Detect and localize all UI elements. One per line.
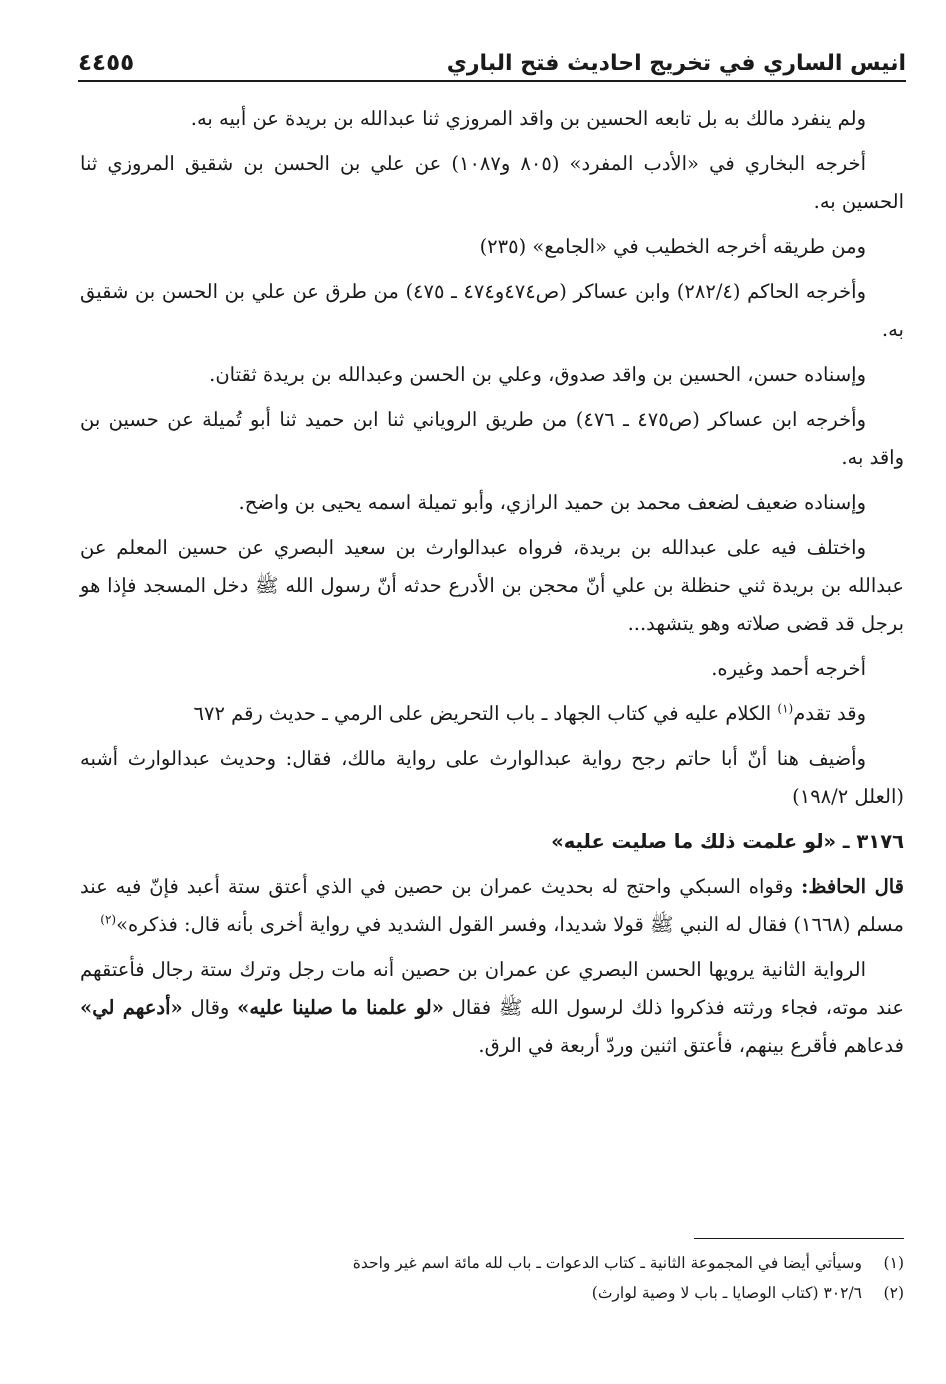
paragraph: أخرجه البخاري في «الأدب المفرد» (٨٠٥ و١٠٨٧) عن علي بن الحسن بن شقيق المروزي ثنا الحسين به. [80, 152, 904, 213]
paragraph [80, 695, 904, 733]
paragraph-text: وقال [182, 996, 238, 1019]
paragraph: وإسناده حسن، الحسين بن واقد صدوق، وعلي بن الحسن وعبدالله بن بريدة ثقتان. [209, 363, 866, 386]
paragraph: أخرجه أحمد وغيره. [711, 657, 866, 680]
footnote-divider [694, 1238, 904, 1239]
footnote-text: ٣٠٢/٦ (كتاب الوصايا ـ باب لا وصية لوارث) [591, 1284, 862, 1302]
page-header [78, 36, 906, 82]
paragraph: واختلف فيه على عبدالله بن بريدة، فرواه عبدالوارث بن سعيد البصري عن حسين المعلم عن عبدالله بن بريدة ثني حنظلة بن علي أنّ محجن بن الأدرع حدثه أنّ رسول الله ﷺ دخل المسجد فإذا هو برجل قد قضى صلاته وهو يتشهد... [80, 536, 904, 635]
footnotes [80, 1248, 904, 1308]
paragraph: ولم ينفرد مالك به بل تابعه الحسين بن واقد المروزي ثنا عبدالله بن بريدة عن أبيه به. [190, 107, 866, 130]
footnote-item [80, 1278, 904, 1308]
paragraph: وإسناده ضعيف لضعف محمد بن حميد الرازي، وأبو تميلة اسمه يحيى بن واضح. [238, 491, 866, 514]
paragraph [80, 951, 904, 1065]
paragraph-text: وقد تقدم [793, 702, 866, 725]
page-number: ٤٤٥٥ [78, 50, 135, 76]
paragraph-text: فدعاهم فأقرع بينهم، فأعتق اثنين وردّ أربعة في الرق. [478, 1034, 904, 1057]
running-title: انيس الساري في تخريج احاديث فتح الباري [446, 51, 906, 76]
hafiz-label: قال الحافظ: [801, 875, 905, 898]
footnote-ref[interactable]: (١) [777, 701, 794, 716]
paragraph [80, 868, 904, 944]
paragraph-text: الرواية الثانية يرويها الحسن البصري عن عمران بن حصين أنه مات رجل وترك ستة رجال فأعتقهم عند موته، فجاء ورثته فذكروا ذلك لرسول الله ﷺ فقال [80, 958, 905, 1019]
paragraph-text: وقواه السبكي واحتج له بحديث عمران بن حصين في الذي أعتق ستة أعبد فإنّ فيه عند مسلم (١٦٦٨) فقال له النبي ﷺ قولا شديدا، وفسر القول الشديد في رواية أخرى بأنه قال: فذكره» [80, 875, 904, 936]
footnote-number: (١) [883, 1254, 904, 1272]
footnote-item [80, 1248, 904, 1278]
paragraph: ومن طريقه أخرجه الخطيب في «الجامع» (٢٣٥) [479, 235, 866, 258]
footnote-ref[interactable]: (٢) [100, 912, 117, 927]
paragraph: وأخرجه ابن عساكر (ص٤٧٥ ـ ٤٧٦) من طريق الروياني ثنا ابن حميد ثنا أبو تُميلة عن حسين بن واقد به. [80, 408, 904, 469]
paragraph: وأخرجه الحاكم (٢٨٢/٤) وابن عساكر (ص٤٧٤و٤٧٤ ـ ٤٧٥) من طرق عن علي بن الحسن بن شقيق به. [80, 280, 904, 341]
paragraph: وأضيف هنا أنّ أبا حاتم رجح رواية عبدالوارث على رواية مالك، فقال: وحديث عبدالوارث أشبه (العلل ١٩٨/٢) [80, 747, 904, 808]
bold-quote: «أدعهم لي» [80, 996, 183, 1019]
bold-quote: «لو علمنا ما صلينا عليه» [237, 996, 444, 1019]
paragraph-text: الكلام عليه في كتاب الجهاد ـ باب التحريض على الرمي ـ حديث رقم ٦٧٢ [193, 702, 778, 725]
main-text [80, 100, 904, 1072]
hadith-heading: ٣١٧٦ ـ «لو علمت ذلك ما صليت عليه» [551, 830, 904, 853]
footnote-number: (٢) [883, 1284, 904, 1302]
footnote-text: وسيأتي أيضا في المجموعة الثانية ـ كتاب الدعوات ـ باب لله مائة اسم غير واحدة [352, 1254, 862, 1272]
